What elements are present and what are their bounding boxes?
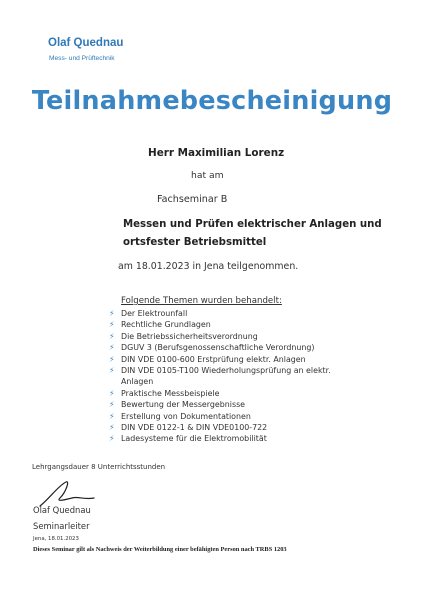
list-item: ⚡ DIN VDE 0105-T100 Wiederholungsprüfung an elektr. Anlagen [109, 366, 331, 387]
list-item: ⚡ Erstellung von Dokumentationen [109, 411, 251, 421]
certificate-title: Teilnahmebescheinigung [31, 86, 393, 116]
list-item-continuation: Anlagen [121, 377, 154, 387]
issue-date: Jena, 18.01.2023 [33, 536, 79, 542]
recipient-name: Herr Maximilian Lorenz [148, 147, 285, 159]
footer-note: Dieses Seminar gilt als Nachweis der Weiterbildung einer befähigten Person nach TRBS 1203 [33, 546, 287, 553]
lightning-bolt-icon: ⚡ [109, 354, 115, 364]
list-item: ⚡ DGUV 3 (Berufsgenossenschaftliche Verordnung) [109, 343, 315, 353]
lightning-bolt-icon: ⚡ [109, 366, 115, 376]
lightning-bolt-icon: ⚡ [109, 434, 115, 444]
lightning-bolt-icon: ⚡ [109, 320, 115, 330]
list-item: ⚡ Rechtliche Grundlagen [109, 320, 211, 330]
lightning-bolt-icon: ⚡ [109, 388, 115, 398]
seminar-topic-line-1: Messen und Prüfen elektrischer Anlagen und [123, 219, 382, 230]
list-item: ⚡ Praktische Messbeispiele [109, 388, 220, 398]
seminar-topic-line-2: ortsfester Betriebsmittel [123, 237, 267, 248]
course-duration: Lehrgangsdauer 8 Unterrichtsstunden [32, 463, 166, 471]
lightning-bolt-icon: ⚡ [109, 343, 115, 353]
attended-prefix: hat am [191, 170, 224, 181]
attendance-date-line: am 18.01.2023 in Jena teilgenommen. [118, 261, 299, 272]
lightning-bolt-icon: ⚡ [109, 331, 115, 341]
list-item: ⚡ Ladesysteme für die Elektromobilität [109, 434, 267, 444]
themes-list [109, 308, 399, 445]
seminar-name: Fachseminar B [157, 194, 228, 205]
list-item: ⚡ Der Elektrounfall [109, 309, 188, 318]
company-name: Olaf Quednau [48, 37, 124, 49]
signer-role: Seminarleiter [33, 521, 90, 531]
lightning-bolt-icon: ⚡ [109, 400, 115, 410]
lightning-bolt-icon: ⚡ [109, 423, 115, 433]
company-tagline: Mess- und Prüftechnik [49, 55, 115, 62]
list-item: ⚡ DIN VDE 0122-1 & DIN VDE0100-722 [109, 423, 268, 433]
themes-heading: Folgende Themen wurden behandelt: [121, 296, 282, 306]
signer-name: Olaf Quednau [33, 505, 91, 515]
list-item: ⚡ DIN VDE 0100-600 Erstprüfung elektr. Anlagen [109, 354, 306, 364]
list-item: ⚡ Die Betriebssicherheitsverordnung [109, 331, 258, 341]
seminar-topic [123, 216, 382, 252]
lightning-bolt-icon: ⚡ [109, 309, 115, 318]
list-item: ⚡ Bewertung der Messergebnisse [109, 400, 246, 410]
lightning-bolt-icon: ⚡ [109, 411, 115, 421]
